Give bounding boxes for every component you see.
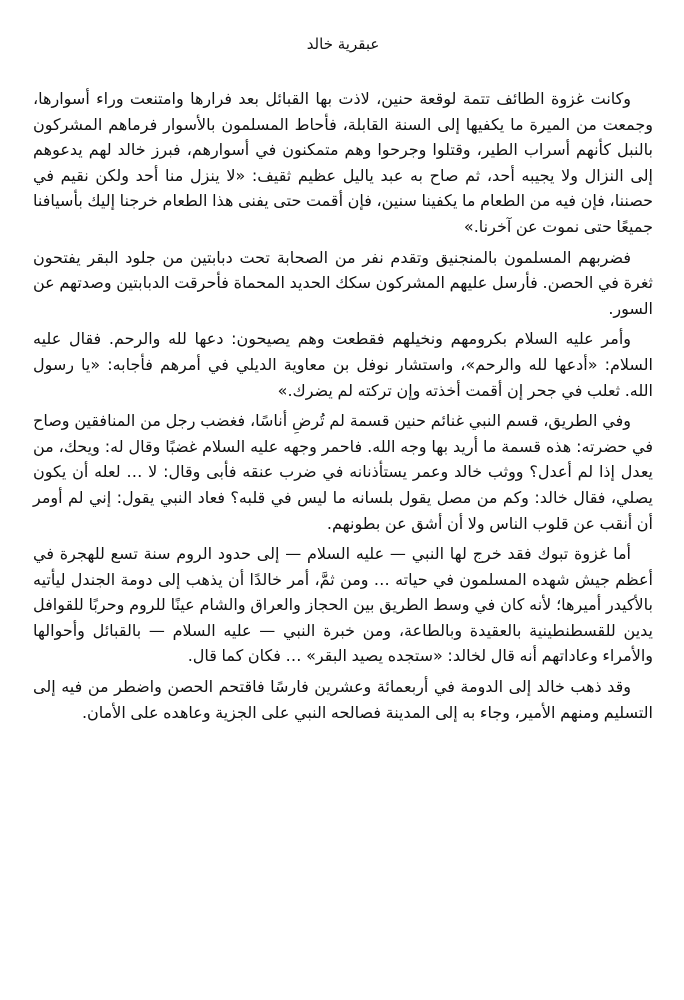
paragraph-taif-siege: وكانت غزوة الطائف تتمة لوقعة حنين، لاذت بها القبائل بعد فرارها وامتنعت وراء أسوارها، وجمعت من الميرة ما يكفيها إلى السنة القابلة، فأحاط المسلمون بالأسوار فرماهم المشركون بالنبل كأنهم أسراب الطير، وقتلوا وجرحوا وهم متمكنون في أسوارهم، فبرز خالد لهم يدعوهم إلى النزال ولا يجيبه أحد، ثم صاح به عبد ياليل عظيم ثقيف: «لا ينزل منا أحد ولكن نقيم في حصننا، فإن فيه من الطعام ما يكفينا سنين، فإن أقمت حتى يفنى هذا الطعام خرجنا إليك بأسيافنا جميعًا حتى نموت عن آخرنا.» xyxy=(33,89,653,236)
paragraph-tabuk: أما غزوة تبوك فقد خرج لها النبي — عليه السلام — إلى حدود الروم سنة تسع للهجرة في أعظم جيش شهده المسلمون في حياته … ومن ثمَّ، أمر خالدًا أن يذهب إلى دومة الجندل ليأتيه بالأكيدر أميرها؛ لأنه كان في وسط الطريق بين الحجاز والعراق والشام عينًا للروم وحربًا للقوافل يدين للقسطنطينية بالعقيدة وبالطاعة، ومن خبرة النبي — عليه السلام — بالقبائل وأحوالها والأمراء وعاداتهم أنه قال لخالد: «ستجده يصيد البقر» … فكان كما قال. xyxy=(33,544,653,666)
paragraph-catapult: فضربهم المسلمون بالمنجنيق وتقدم نفر من الصحابة تحت دبابتين من جلود البقر يفتحون ثغرة في الحصن. فأرسل عليهم المشركون سكك الحديد المحماة فأحرقت الدبابتين وصدتهم عن السور. xyxy=(33,247,653,318)
running-head-title: عبقرية خالد xyxy=(306,35,380,53)
paragraph-hunayn-spoils: وفي الطريق، قسم النبي غنائم حنين قسمة لم تُرضِ أناسًا، فغضب رجل من المنافقين وصاح في حضرته: هذه قسمة ما أريد بها وجه الله. فاحمر وجهه عليه السلام غضبًا وقال له: ويحك، من يعدل إذا لم أعدل؟ ووثب خالد وعمر يستأذنانه في ضرب عنقه فأبى وقال: لا … لعله أن يكون يصلي، فقال خالد: وكم من مصل يقول بلسانه ما ليس في قلبه؟ فعاد النبي يقول: إني لم أومر أن أنقب عن قلوب الناس ولا أن أشق عن بطونهم. xyxy=(33,411,653,533)
paragraph-orchards: وأمر عليه السلام بكرومهم ونخيلهم فقطعت وهم يصيحون: دعها لله والرحم. فقال عليه السلام: «أدعها لله والرحم»، واستشار نوفل بن معاوية الديلي في أمرهم فأجابه: «يا رسول الله. ثعلب في جحر إن أقمت أخذته وإن تركته لم يضرك.» xyxy=(33,329,653,400)
body-text xyxy=(33,86,653,725)
paragraph-dumat-al-jandal: وقد ذهب خالد إلى الدومة في أربعمائة وعشرين فارسًا فاقتحم الحصن واضطر من فيه إلى التسليم ومنهم الأمير، وجاء به إلى المدينة فصالحه النبي على الجزية وعاهده على الأمان. xyxy=(33,677,653,722)
